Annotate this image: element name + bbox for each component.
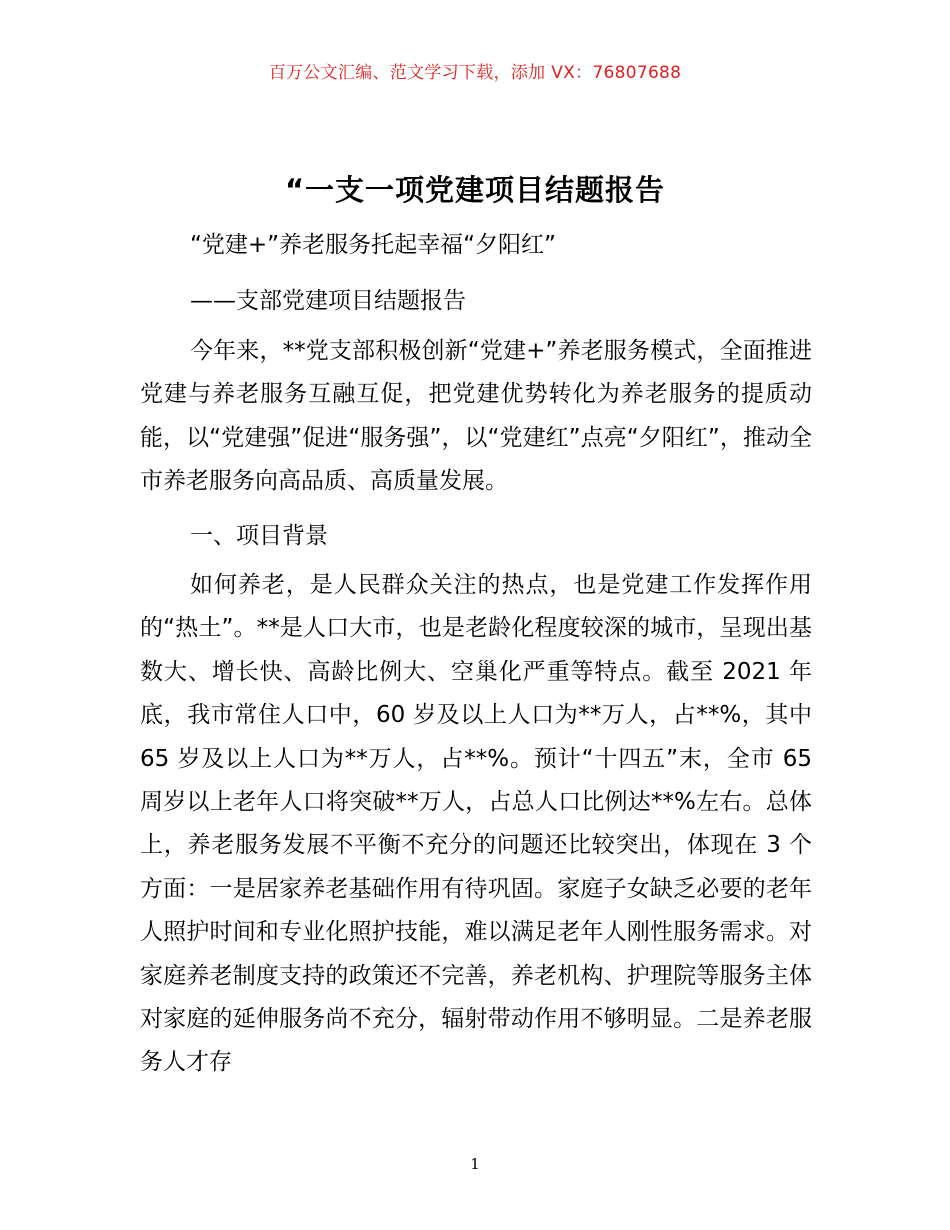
intro-paragraph: 今年来，**党支部积极创新“党建+”养老服务模式，全面推进党建与养老服务互融互促，把党建优势转化为养老服务的提质动能，以“党建强”促进“服务强”，以“党建红”点亮“夕阳红”，推动全市养老服务向高品质、高质量发展。 xyxy=(140,338,812,495)
document-subtitle: “党建+”养老服务托起幸福“夕阳红” xyxy=(190,232,556,258)
document-byline: ——支部党建项目结题报告 xyxy=(190,288,466,314)
section-body-paragraph: 如何养老，是人民群众关注的热点，也是党建工作发挥作用的“热土”。**是人口大市，也是老龄化程度较深的城市，呈现出基数大、增长快、高龄比例大、空巢化严重等特点。截至 2021 年底，我市常住人口中，60 岁及以上人口为**万人，占**%，其中 65 岁及以上人口为**万人，占**%。预计“十四五”末，全市 65 周岁以上老年人口将突破**万人，占总人口比例达**%左右。总体上，养老服务发展不平衡不充分的问题还比较突出，体现在 3 个方面：一是居家养老基础作用有待巩固。家庭子女缺乏必要的老年人照护时间和专业化照护技能，难以满足老年人刚性服务需求。对家庭养老制度支持的政策还不完善，养老机构、护理院等服务主体对家庭的延伸服务尚不充分，辐射带动作用不够明显。二是养老服务人才存 xyxy=(140,572,812,1076)
section-heading: 一、项目背景 xyxy=(190,523,328,549)
watermark-banner: 百万公文汇编、范文学习下载，添加 VX：76807688 xyxy=(268,63,682,83)
page-number: 1 xyxy=(470,1155,480,1173)
document-title: “一支一项党建项目结题报告 xyxy=(284,173,666,207)
